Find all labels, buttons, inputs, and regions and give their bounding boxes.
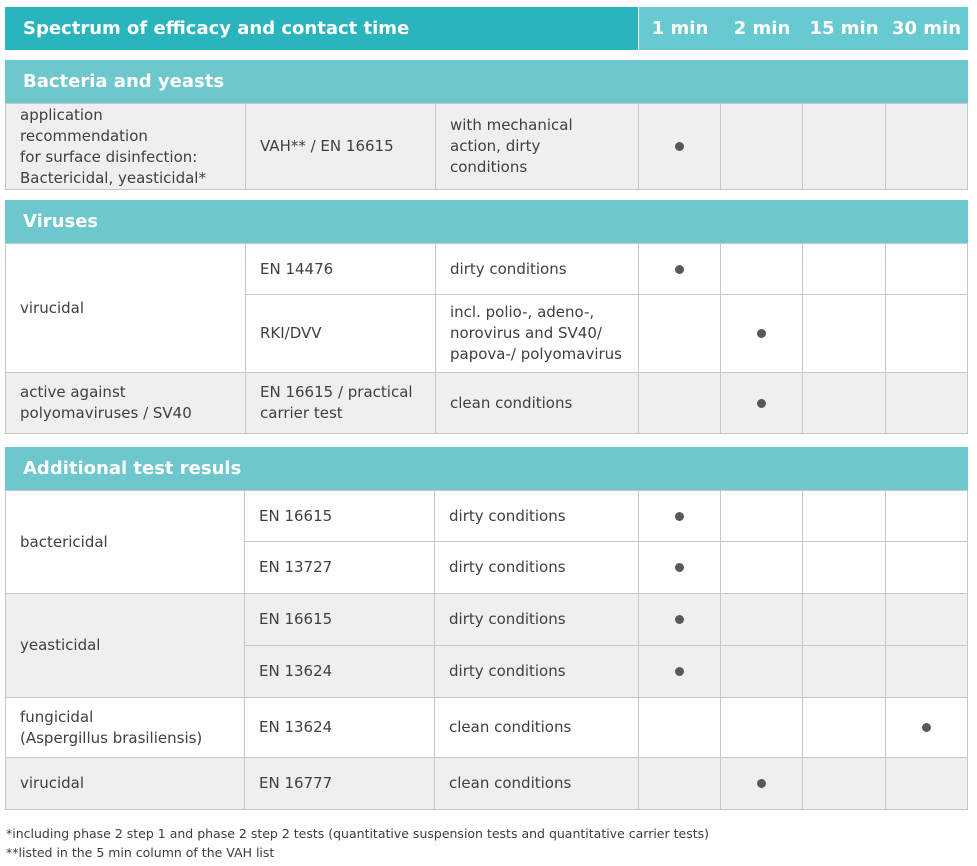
header-time-1min: 1 min: [639, 7, 721, 50]
time-cell-1min: [638, 645, 721, 698]
standard-text: EN 13624: [259, 718, 333, 736]
time-cell-1min: [638, 372, 721, 434]
time-cell-15min: [802, 541, 886, 594]
time-cell-30min: [885, 243, 968, 295]
row-label-text: fungicidal (Aspergillus brasiliensis): [20, 707, 203, 747]
condition-cell: [435, 243, 639, 295]
standard-cell: [245, 103, 436, 190]
standard-cell: [245, 243, 436, 295]
section-header-bacteria: [5, 60, 968, 103]
condition-text: clean conditions: [449, 774, 572, 792]
condition-text: dirty conditions: [449, 506, 566, 525]
time-cell-1min: [638, 294, 721, 373]
table-title: Spectrum of efficacy and contact time: [23, 18, 410, 39]
standard-text: RKI/DVV: [260, 324, 322, 342]
time-cell-2min: [720, 757, 803, 810]
standard-cell: [244, 697, 435, 758]
section-header-additional: [5, 447, 968, 490]
time-cell-2min: [720, 103, 803, 190]
condition-cell: [435, 103, 639, 190]
standard-text: EN 16615 / practical carrier test: [260, 383, 413, 422]
time-cell-2min: [720, 697, 803, 758]
time-cell-30min: [885, 372, 968, 434]
condition-cell: [434, 757, 639, 810]
standard-text: EN 13624: [259, 662, 333, 680]
dot-marker: [675, 265, 684, 274]
dot-marker: [675, 142, 684, 151]
dot-marker: [675, 512, 684, 521]
time-cell-15min: [802, 645, 886, 698]
time-cell-15min: [802, 490, 886, 542]
condition-text: clean conditions: [450, 393, 573, 412]
time-cell-2min: [720, 490, 803, 542]
time-cell-15min: [802, 372, 886, 434]
section-title: Viruses: [23, 211, 99, 232]
time-cell-15min: [802, 103, 886, 190]
standard-cell: [244, 593, 435, 646]
standard-text: EN 13727: [259, 558, 333, 576]
dot-marker: [675, 563, 684, 572]
condition-cell: [434, 645, 639, 698]
time-cell-15min: [802, 757, 886, 810]
condition-cell: [435, 294, 639, 373]
dot-marker: [757, 399, 766, 408]
time-cell-1min: [638, 541, 721, 594]
time-cell-2min: [720, 541, 803, 594]
row-label-text: yeasticidal: [20, 636, 101, 654]
standard-cell: [244, 757, 435, 810]
condition-text: dirty conditions: [449, 610, 566, 628]
time-cell-15min: [802, 593, 886, 646]
row-label-text: virucidal: [20, 298, 85, 317]
row-label: [5, 243, 246, 373]
time-cell-1min: [638, 593, 721, 646]
standard-text: EN 16615: [259, 610, 333, 628]
condition-text: dirty conditions: [449, 558, 566, 576]
section-header-viruses: [5, 200, 968, 243]
time-cell-1min: [638, 697, 721, 758]
header-time-2min: 2 min: [721, 7, 803, 50]
condition-cell: [434, 541, 639, 594]
condition-text: dirty conditions: [450, 259, 567, 278]
time-cell-30min: [885, 697, 968, 758]
header-time-15min: 15 min: [803, 7, 885, 50]
time-cell-2min: [720, 243, 803, 295]
condition-cell: [434, 490, 639, 542]
section-title: Additional test resuls: [23, 458, 242, 479]
time-cell-1min: [638, 243, 721, 295]
time-cell-30min: [885, 541, 968, 594]
time-cell-1min: [638, 490, 721, 542]
condition-text: dirty conditions: [449, 662, 566, 680]
row-label: [5, 103, 246, 190]
standard-cell: [245, 294, 436, 373]
time-cell-15min: [802, 294, 886, 373]
time-cell-30min: [885, 490, 968, 542]
dot-marker: [757, 329, 766, 338]
row-label: [5, 757, 245, 810]
footnote-2: **listed in the 5 min column of the VAH list: [6, 845, 275, 860]
time-cell-30min: [885, 757, 968, 810]
dot-marker: [922, 723, 931, 732]
dot-marker: [675, 667, 684, 676]
header-time-30min: 30 min: [885, 7, 968, 50]
condition-cell: [434, 593, 639, 646]
condition-text: incl. polio-, adeno-, norovirus and SV40/ papova-/ polyomavirus: [450, 303, 622, 363]
row-label: [5, 372, 246, 434]
standard-cell: [244, 541, 435, 594]
time-cell-30min: [885, 645, 968, 698]
row-label: [5, 490, 245, 594]
time-cell-1min: [638, 757, 721, 810]
dot-marker: [757, 779, 766, 788]
standard-text: EN 16777: [259, 774, 333, 792]
row-label-text: application recommendation for surface disinfection: Bactericidal, yeasticidal*: [20, 105, 206, 187]
time-cell-2min: [720, 593, 803, 646]
row-label: [5, 697, 245, 758]
time-cell-2min: [720, 372, 803, 434]
table-header-title: [5, 7, 638, 50]
time-cell-30min: [885, 103, 968, 190]
condition-cell: [434, 697, 639, 758]
standard-text: EN 14476: [260, 259, 334, 278]
standard-text: VAH** / EN 16615: [260, 137, 394, 155]
time-cell-15min: [802, 243, 886, 295]
section-title: Bacteria and yeasts: [23, 71, 225, 92]
condition-cell: [435, 372, 639, 434]
standard-cell: [244, 490, 435, 542]
row-label: [5, 593, 245, 698]
time-cell-1min: [638, 103, 721, 190]
time-cell-2min: [720, 645, 803, 698]
row-label-text: active against polyomaviruses / SV40: [20, 383, 192, 422]
row-label-text: virucidal: [20, 774, 85, 792]
dot-marker: [675, 615, 684, 624]
time-cell-15min: [802, 697, 886, 758]
time-cell-30min: [885, 593, 968, 646]
time-cell-30min: [885, 294, 968, 373]
footnote-1: *including phase 2 step 1 and phase 2 step 2 tests (quantitative suspension tests and quantitative carrier tests): [6, 826, 710, 841]
time-cell-2min: [720, 294, 803, 373]
condition-text: clean conditions: [449, 718, 572, 736]
standard-text: EN 16615: [259, 506, 333, 525]
condition-text: with mechanical action, dirty conditions: [450, 116, 573, 176]
standard-cell: [244, 645, 435, 698]
standard-cell: [245, 372, 436, 434]
row-label-text: bactericidal: [20, 532, 108, 551]
